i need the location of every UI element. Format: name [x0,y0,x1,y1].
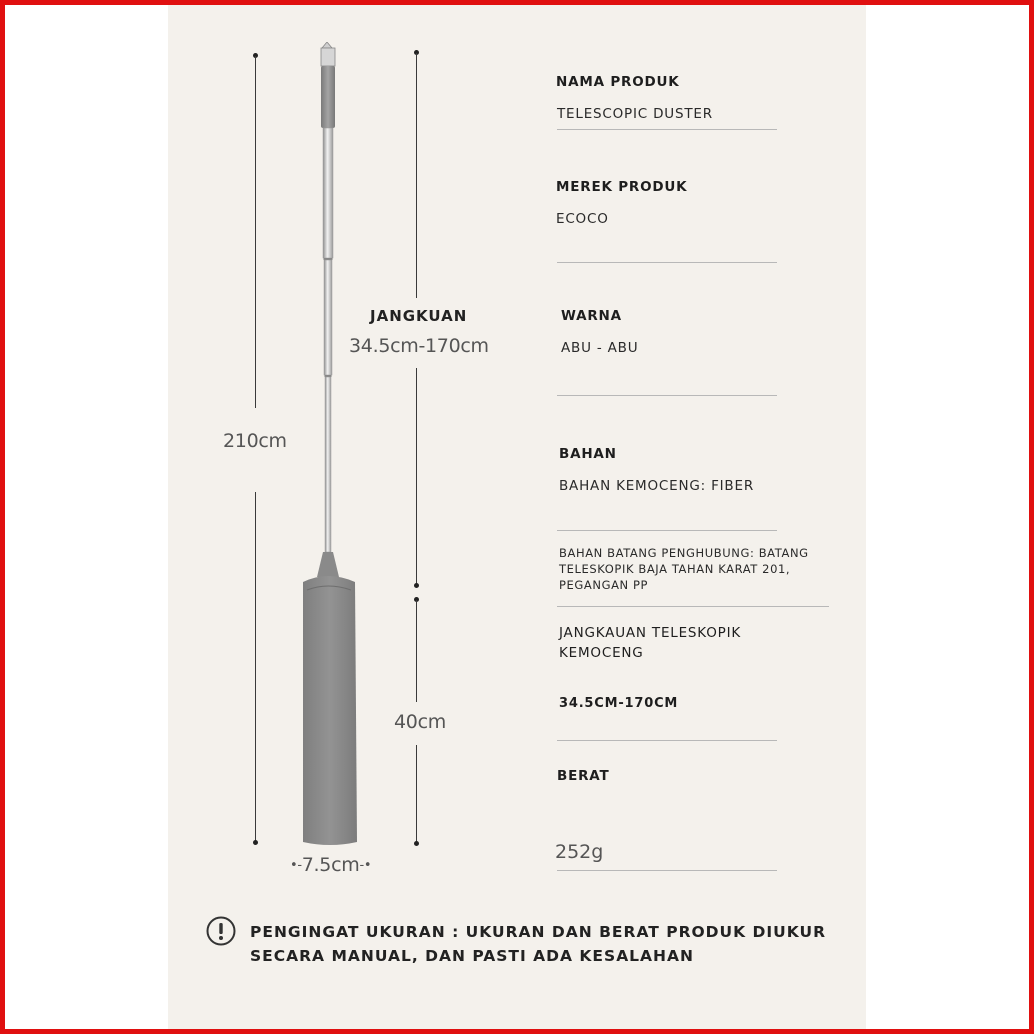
duster-neck [317,552,339,577]
reach-range-label: 34.5cm-170cm [349,335,489,357]
total-height-label: 210cm [223,430,287,452]
rod-segment-3 [325,377,331,552]
rod-segment-2 [324,260,332,375]
rod-material-text: BAHAN BATANG PENGHUBUNG: BATANG TELESKOPIK BAJA TAHAN KARAT 201, PEGANGAN PP [559,546,809,592]
material-label: BAHAN [559,446,617,462]
color-label: WARNA [561,308,622,324]
handle-cap [321,48,335,66]
divider [557,606,829,607]
divider [557,740,777,741]
divider [557,129,777,130]
brand-value: ECOCO [556,211,609,227]
reach-title: JANGKUAN [370,307,468,325]
product-name-value: TELESCOPIC DUSTER [557,106,713,122]
height-line-lower [255,492,256,842]
divider [557,395,777,396]
rod-segment-1 [323,128,333,258]
product-name-label: NAMA PRODUK [556,74,680,90]
width-arrow-right: -• [359,858,372,873]
width-arrow-left: •- [290,858,302,873]
height-line-upper [255,56,256,408]
rod-joint-1 [324,258,333,260]
reach-spec-label: JANGKAUAN TELESKOPIK KEMOCENG [559,625,742,661]
head-line-bottom-dot [414,841,419,846]
exclamation-circle-icon [205,915,237,947]
head-length-label: 40cm [394,711,446,733]
reach-line-bottom-dot [414,583,419,588]
material-value: BAHAN KEMOCENG: FIBER [559,478,755,494]
handle-hook [322,42,332,48]
size-notice: PENGINGAT UKURAN : UKURAN DAN BERAT PRODUK DIUKUR SECARA MANUAL, DAN PASTI ADA KESALAHAN [250,923,827,965]
divider [557,530,777,531]
head-width-value: 7.5cm [301,854,360,876]
reach-line-lower [416,368,417,586]
brand-label: MEREK PRODUK [556,179,688,195]
height-line-bottom-dot [253,840,258,845]
head-line-lower [416,745,417,843]
reach-line-upper [416,53,417,298]
head-line-upper [416,600,417,702]
duster-head [303,576,357,845]
telescopic-duster-illustration [295,42,365,852]
head-width-label [290,854,371,876]
divider [557,262,777,263]
handle-grip [321,66,335,128]
rod-joint-2 [325,375,332,377]
weight-label: BERAT [557,768,610,784]
color-value: ABU - ABU [561,340,639,356]
product-info-panel [168,5,866,1029]
reach-spec-value: 34.5CM-170CM [559,696,679,711]
weight-value: 252g [555,841,604,863]
divider [557,870,777,871]
